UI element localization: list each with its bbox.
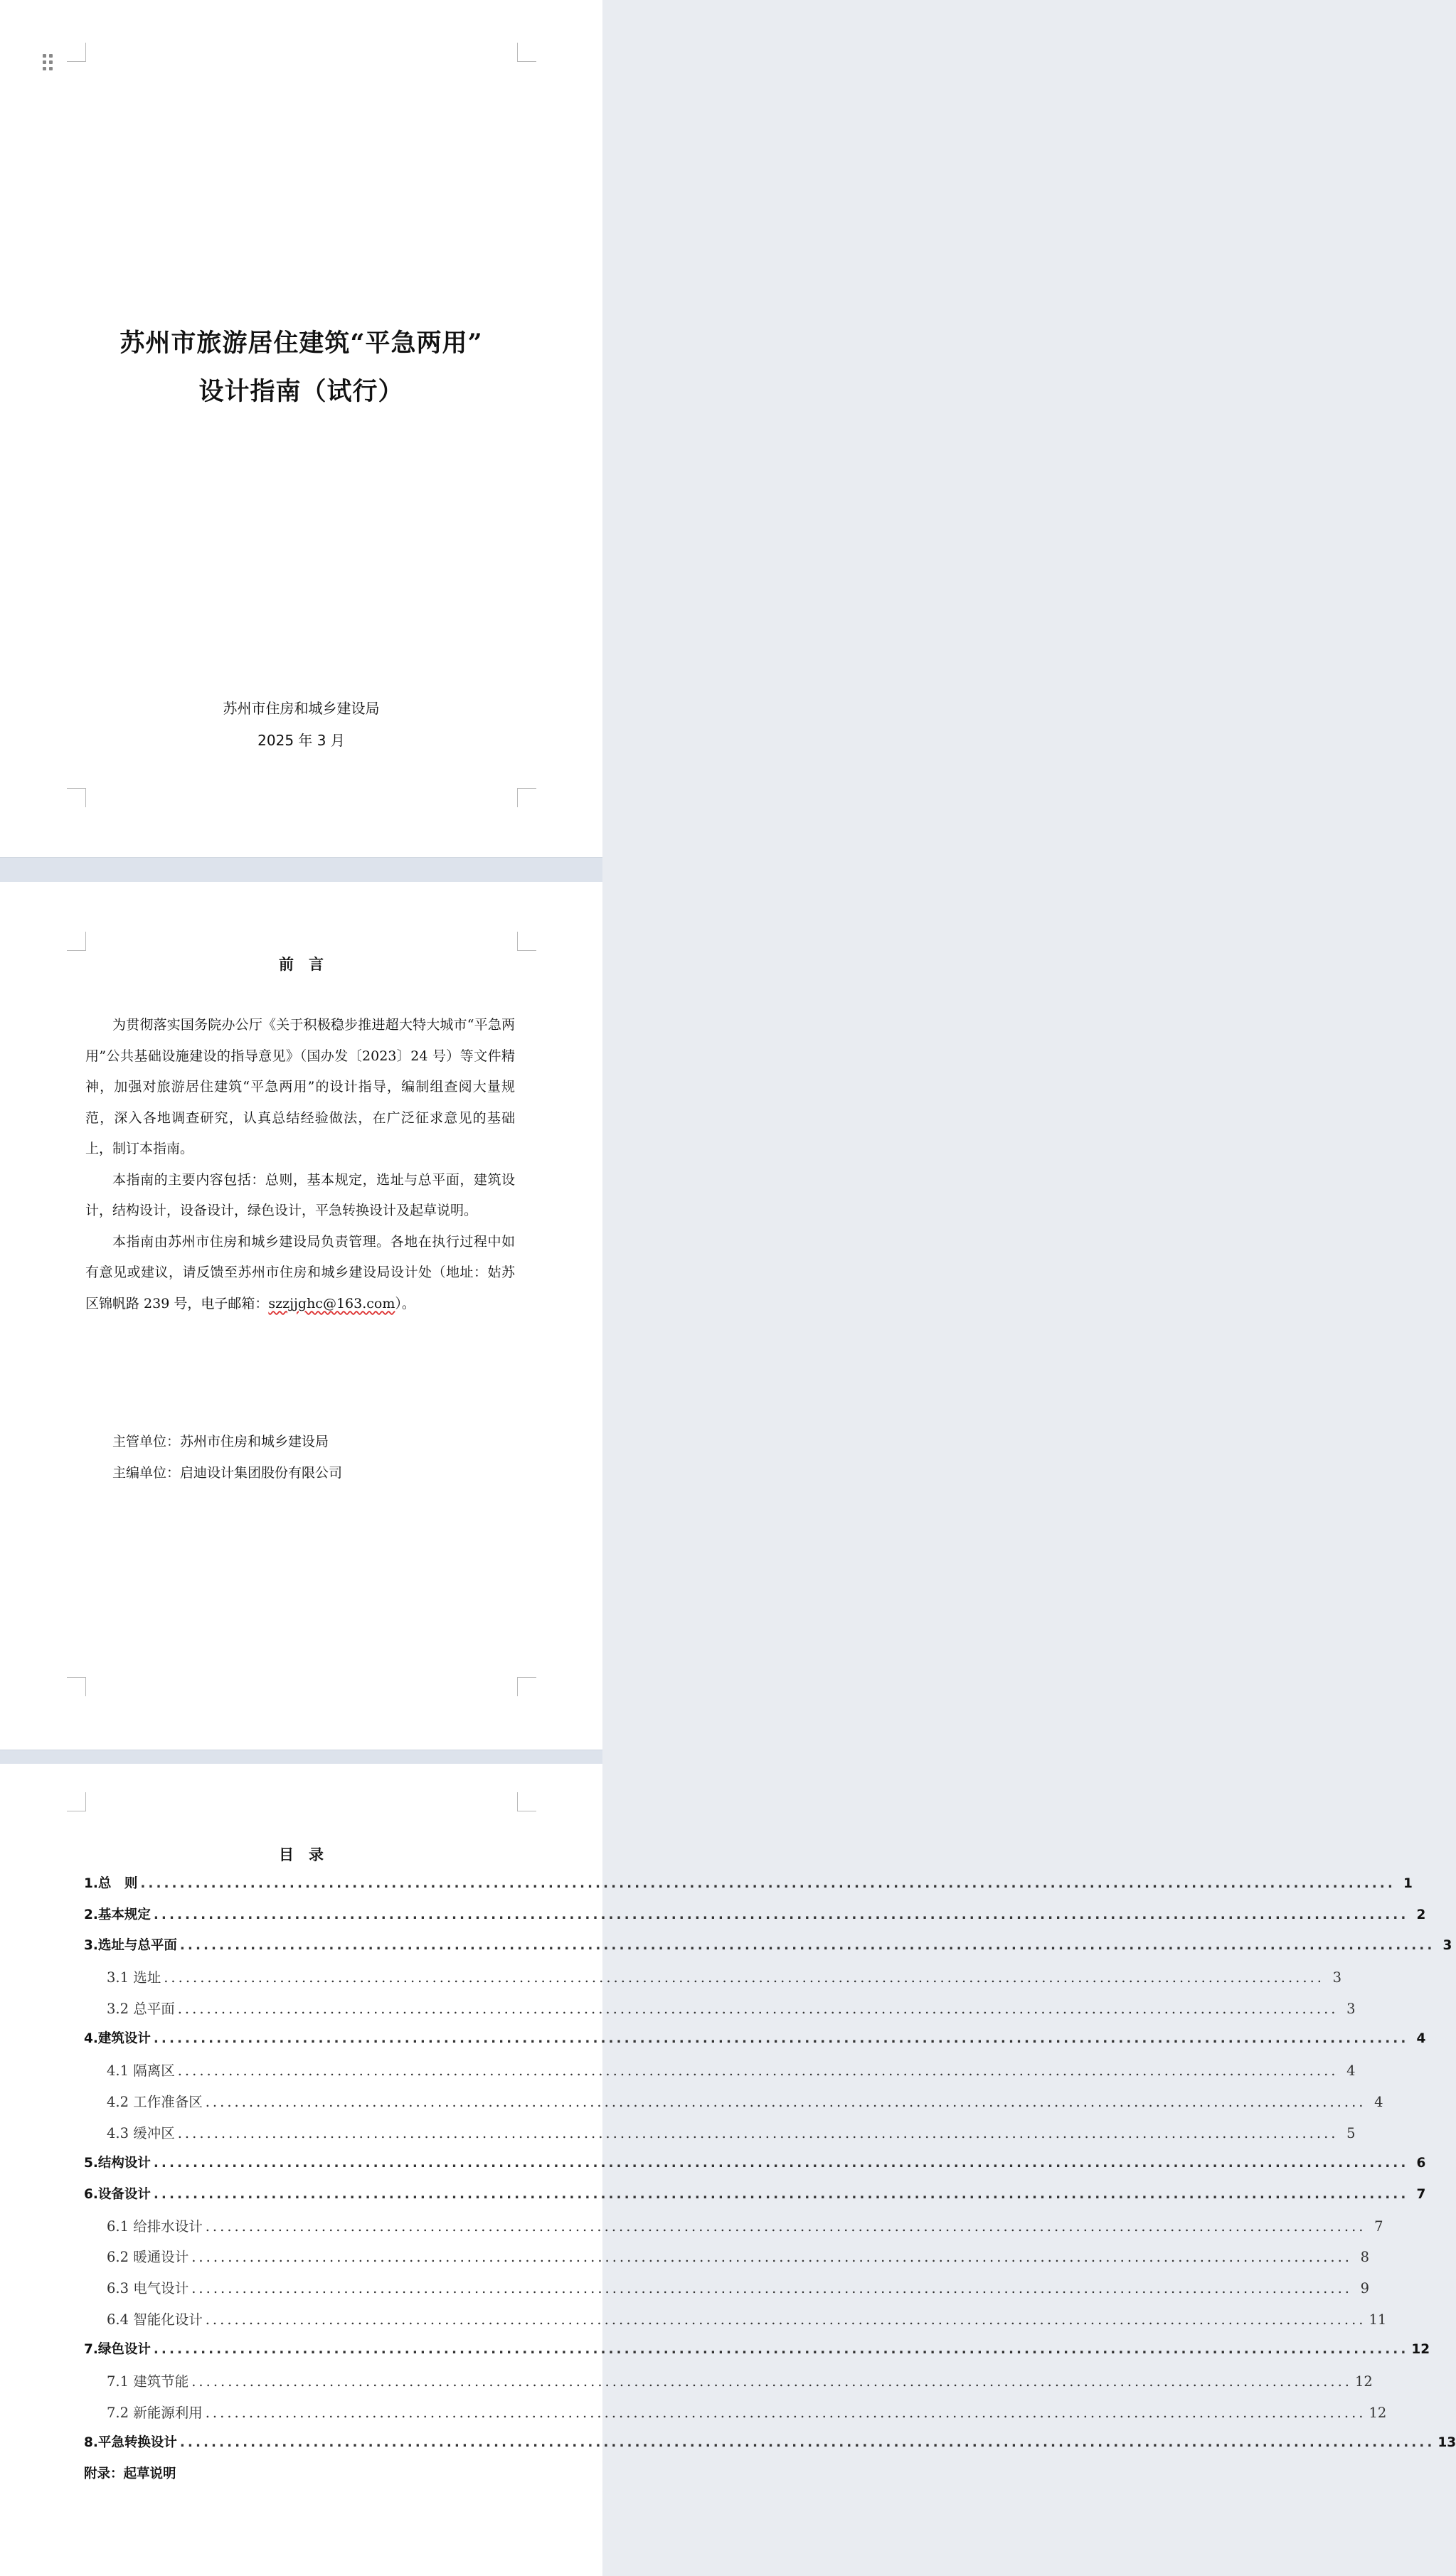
toc-entry-title: 3.选址与总平面 (84, 1938, 177, 1954)
preface-heading: 前 言 (279, 956, 324, 973)
toc-entry-title: 7.2 新能源利用 (107, 2404, 203, 2421)
toc-entry[interactable] (84, 1998, 1356, 2029)
toc-entry[interactable] (84, 2339, 1430, 2370)
preface-page (0, 882, 602, 1750)
toc-leader-dots: ................................................................................................................................................................ (191, 2249, 1352, 2266)
toc-entry-page: 4 (1416, 2031, 1426, 2047)
toc-entry[interactable] (84, 2402, 1387, 2433)
toc-entry-page: 4 (1374, 2093, 1383, 2110)
drag-handle-icon[interactable] (43, 54, 57, 75)
preface-units (85, 1427, 515, 1489)
toc-entry-title: 6.1 给排水设计 (107, 2218, 203, 2235)
toc-entry[interactable] (84, 2215, 1383, 2247)
toc-entry-page: 9 (1360, 2279, 1369, 2296)
toc-page (0, 1764, 1456, 2576)
preface-paragraph-3-text: 本指南由苏州市住房和城乡建设局负责管理。各地在执行过程中如有意见或建议，请反馈至苏州市住房和城乡建设局设计处（地址：姑苏区锦帆路 239 号，电子邮箱： (85, 1233, 515, 1311)
toc-entry-page: 12 (1369, 2404, 1387, 2421)
toc-entry-title: 4.2 工作准备区 (107, 2093, 203, 2110)
toc-entry-title: 5.结构设计 (84, 2156, 151, 2171)
preface-paragraph-1: 为贯彻落实国务院办公厅《关于积极稳步推进超大特大城市“平急两用”公共基础设施建设的指导意见》（国办发〔2023〕24 号）等文件精神，加强对旅游居住建筑“平急两用”的设计指导，编制组查阅大量规范，深入各地调查研究，认真总结经验做法，在广泛征求意见的基础上，制订本指南。 (85, 1017, 515, 1156)
toc-leader-dots: ................................................................................................................................................................ (164, 1969, 1324, 1986)
toc-entry[interactable] (84, 2091, 1383, 2122)
crop-mark (517, 1792, 536, 1811)
toc-entry[interactable] (84, 1935, 1452, 1966)
toc-entry-title: 6.2 暖通设计 (107, 2249, 189, 2266)
page-gap (0, 1750, 602, 1765)
issue-date: 2025 年 3 月 (257, 732, 345, 749)
crop-mark (67, 1792, 86, 1811)
toc-leader-dots: ................................................................................................................................................................ (179, 2435, 1435, 2451)
toc-entry[interactable] (84, 2060, 1356, 2091)
toc-entry-page: 7 (1374, 2218, 1383, 2235)
crop-mark (67, 1677, 86, 1696)
toc-entry-title: 2.基本规定 (84, 1907, 151, 1922)
toc-entry[interactable] (84, 1966, 1341, 1998)
toc-entry-page: 2 (1416, 1907, 1426, 1922)
preface-paragraph-3 (85, 1227, 515, 1320)
page-gap (0, 857, 602, 883)
toc-leader-dots: ................................................................................................................................................................ (153, 1907, 1409, 1922)
toc-entry-title: 6.3 电气设计 (107, 2279, 189, 2296)
toc-entry[interactable] (84, 2028, 1426, 2060)
toc-entry-title: 1.总 则 (84, 1876, 138, 1891)
toc-leader-dots: ................................................................................................................................................................ (153, 2031, 1409, 2047)
toc-entry-page: 8 (1360, 2249, 1369, 2266)
toc-entry[interactable] (84, 2309, 1387, 2340)
preface-paragraph-3-end: ）。 (395, 1295, 415, 1311)
toc-entry-title: 6.设备设计 (84, 2186, 151, 2202)
toc-entry[interactable] (84, 2370, 1373, 2402)
toc-entry-title: 7.绿色设计 (84, 2342, 151, 2358)
crop-mark (67, 788, 86, 807)
toc-leader-dots: ................................................................................................................................................................ (177, 2124, 1339, 2141)
toc-entry-title: 3.2 总平面 (107, 2000, 175, 2017)
toc-entry-page: 3 (1442, 1938, 1452, 1954)
toc-entry[interactable] (84, 1873, 1413, 1905)
toc-entry-title: 附录：起草说明 (84, 2466, 176, 2482)
competent-unit: 主管单位：苏州市住房和城乡建设局 (112, 1434, 329, 1449)
toc-entry[interactable] (84, 2277, 1369, 2309)
toc-entry-title: 3.1 选址 (107, 1969, 161, 1986)
toc-entry-title: 8.平急转换设计 (84, 2435, 177, 2451)
toc-entry-page: 7 (1416, 2186, 1426, 2202)
toc-leader-dots: ................................................................................................................................................................ (153, 2186, 1409, 2202)
toc-entry[interactable] (84, 2432, 1456, 2464)
issuer-name: 苏州市住房和城乡建设局 (223, 700, 380, 717)
toc-entry-title: 4.1 隔离区 (107, 2063, 175, 2080)
toc-entry-page: 3 (1346, 2000, 1356, 2017)
toc-entry-page: 3 (1332, 1969, 1341, 1986)
crop-mark (517, 932, 536, 951)
toc-entry-page: 4 (1346, 2063, 1356, 2080)
toc-entry-page: 5 (1346, 2124, 1356, 2141)
toc-leader-dots: ................................................................................................................................................................ (191, 2373, 1352, 2390)
toc-entry[interactable] (84, 2153, 1426, 2184)
toc-entry[interactable] (84, 2184, 1426, 2215)
contact-email-link[interactable]: szzjjghc@163.com (268, 1295, 395, 1311)
cover-page (0, 0, 602, 857)
toc-entry-title: 4.建筑设计 (84, 2031, 151, 2047)
toc-entry-title: 6.4 智能化设计 (107, 2311, 203, 2328)
crop-mark (517, 1677, 536, 1696)
toc-entry[interactable] (84, 2122, 1356, 2154)
toc-leader-dots: ................................................................................................................................................................ (153, 2342, 1409, 2358)
toc-entry-title: 4.3 缓冲区 (107, 2124, 175, 2141)
crop-mark (67, 932, 86, 951)
toc-leader-dots: ................................................................................................................................................................ (140, 1876, 1396, 1891)
document-title-line1: 苏州市旅游居住建筑“平急两用” (119, 329, 483, 358)
toc-entry[interactable] (84, 2464, 519, 2495)
crop-mark (67, 43, 86, 62)
toc-entry[interactable] (84, 2246, 1369, 2277)
toc-leader-dots: ................................................................................................................................................................ (177, 2000, 1339, 2017)
toc-entry-page: 12 (1354, 2373, 1373, 2390)
toc-leader-dots: ................................................................................................................................................................ (205, 2218, 1366, 2235)
editor-unit: 主编单位：启迪设计集团股份有限公司 (112, 1464, 343, 1481)
toc-leader-dots: ................................................................................................................................................................ (153, 2156, 1409, 2171)
toc-entry-page: 13 (1438, 2435, 1456, 2451)
preface-paragraph-2: 本指南的主要内容包括：总则，基本规定，选址与总平面，建筑设计，结构设计，设备设计，绿色设计，平急转换设计及起草说明。 (85, 1171, 515, 1218)
toc-heading: 目 录 (279, 1846, 324, 1863)
crop-mark (517, 788, 536, 807)
toc-entry-page: 12 (1411, 2342, 1430, 2358)
crop-mark (517, 43, 536, 62)
toc-leader-dots: ................................................................................................................................................................ (205, 2404, 1366, 2421)
toc-leader-dots: ................................................................................................................................................................ (205, 2311, 1366, 2328)
toc-entry-title: 7.1 建筑节能 (107, 2373, 189, 2390)
toc-entry-page: 1 (1403, 1876, 1413, 1891)
toc-entry-page: 11 (1369, 2311, 1387, 2328)
preface-body (85, 1010, 515, 1319)
toc-leader-dots: ................................................................................................................................................................ (191, 2279, 1352, 2296)
table-of-contents (84, 1873, 1456, 2495)
toc-entry-page: 6 (1416, 2156, 1426, 2171)
toc-leader-dots: ................................................................................................................................................................ (177, 2063, 1339, 2080)
document-title-line2: 设计指南（试行） (198, 377, 404, 406)
toc-leader-dots: ................................................................................................................................................................ (205, 2093, 1366, 2110)
toc-leader-dots: ................................................................................................................................................................ (179, 1938, 1435, 1954)
toc-entry[interactable] (84, 1905, 1426, 1936)
